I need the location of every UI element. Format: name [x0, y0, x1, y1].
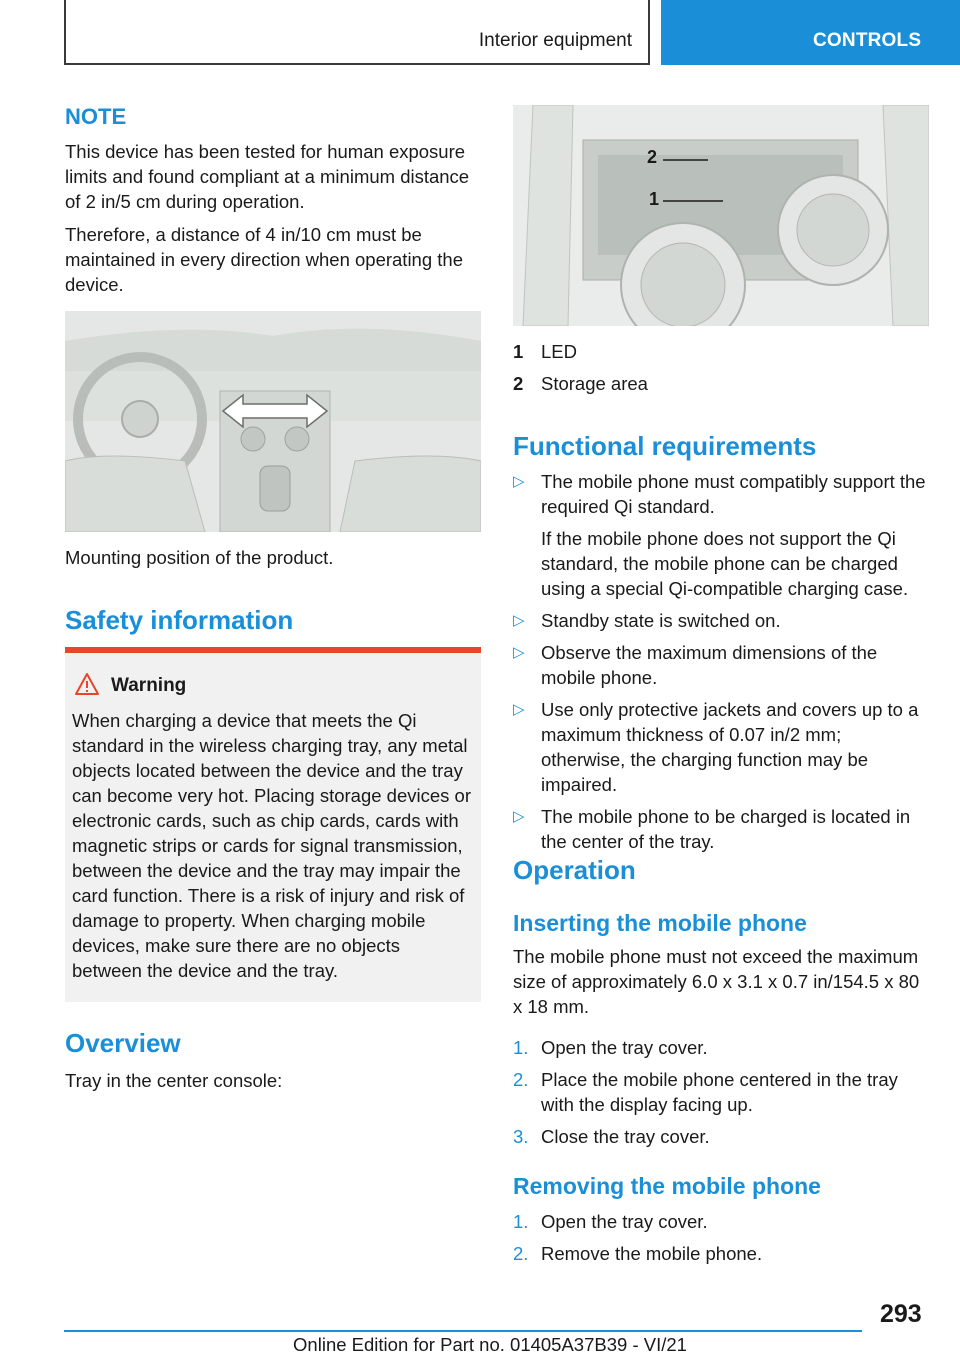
list-item-text: The mobile phone must compatibly support the required Qi standard. [541, 471, 926, 517]
triangle-bullet-icon: ▷ [513, 808, 525, 825]
header-chapter-title: CONTROLS [813, 30, 922, 51]
step-number: 3. [513, 1126, 529, 1147]
list-item [513, 469, 929, 519]
step-number: 2. [513, 1243, 529, 1264]
list-item [513, 640, 929, 690]
legend-number: 1 [513, 341, 524, 362]
dashboard-illustration [65, 311, 481, 532]
tray-illustration [513, 105, 929, 326]
overview-heading: Overview [65, 1028, 181, 1058]
step-item [513, 1067, 929, 1117]
warning-title: Warning [111, 675, 187, 696]
legend-item [513, 339, 929, 364]
step-text: Close the tray cover. [541, 1126, 710, 1147]
step-number: 1. [513, 1037, 529, 1058]
list-item-text: The mobile phone to be charged is located in the center of the tray. [541, 806, 911, 852]
note-title: NOTE [65, 104, 127, 129]
legend-label: LED [541, 341, 577, 362]
callout-2: 2 [647, 147, 658, 167]
warning-text: When charging a device that meets the Qi standard in the wireless charging tray, any metal objects located between the device and the tray can become very hot. Placing storage devices or electronic cards, such as chip cards, cards with magnetic strips or cards for signal transmission, between the device and the tray may impair the card function. There is a risk of injury and risk of damage to property. When charging mobile devices, make sure there are no objects between the device and the tray. [72, 710, 471, 981]
step-text: Place the mobile phone centered in the tray with the display facing up. [541, 1069, 898, 1115]
list-item [513, 697, 929, 797]
triangle-bullet-icon: ▷ [513, 644, 525, 661]
step-item [513, 1124, 929, 1149]
triangle-bullet-icon: ▷ [513, 701, 525, 718]
warning-triangle-icon [74, 672, 100, 696]
operation-heading: Operation [513, 855, 636, 885]
removing-heading: Removing the mobile phone [513, 1173, 821, 1199]
list-item-text: Use only protective jackets and covers up to a maximum thickness of 0.07 in/2 mm; otherwise, the charging function may be impaired. [541, 699, 919, 795]
triangle-bullet-icon: ▷ [513, 612, 525, 629]
tray-drawing [513, 105, 929, 326]
legend-label: Storage area [541, 373, 648, 394]
removing-steps [513, 1209, 929, 1266]
overview-text: Tray in the center console: [65, 1070, 283, 1091]
figure1-caption: Mounting position of the product. [65, 547, 334, 568]
dashboard-drawing [65, 311, 481, 532]
figure2-legend [513, 339, 929, 396]
inserting-text: The mobile phone must not exceed the maximum size of approximately 6.0 x 3.1 x 0.7 in/154.5 x 80 x 18 mm. [513, 946, 920, 1017]
list-item-subtext [513, 526, 929, 601]
functional-heading: Functional requirements [513, 431, 817, 461]
legend-item [513, 371, 929, 396]
list-item [513, 804, 929, 854]
callout-1: 1 [649, 189, 660, 209]
legend-number: 2 [513, 373, 524, 394]
page-number: 293 [880, 1300, 922, 1328]
footer-divider [64, 1330, 862, 1332]
step-number: 1. [513, 1211, 529, 1232]
triangle-bullet-icon: ▷ [513, 473, 525, 490]
list-item-text: Observe the maximum dimensions of the mobile phone. [541, 642, 878, 688]
list-item-text: If the mobile phone does not support the Qi standard, the mobile phone can be charged using a special Qi-compatible charging case. [541, 528, 909, 599]
step-text: Remove the mobile phone. [541, 1243, 763, 1264]
inserting-steps [513, 1035, 929, 1149]
inserting-heading: Inserting the mobile phone [513, 910, 807, 936]
step-text: Open the tray cover. [541, 1211, 708, 1232]
list-item-text: Standby state is switched on. [541, 610, 781, 631]
header-section-box [64, 0, 650, 65]
safety-heading: Safety information [65, 605, 294, 635]
header-chapter-tab [661, 0, 960, 65]
note-paragraph-2: Therefore, a distance of 4 in/10 cm must be maintained in every direction when operating the device. [65, 224, 463, 295]
list-item [513, 608, 929, 633]
step-item [513, 1241, 929, 1266]
step-item [513, 1035, 929, 1060]
footer-edition: Online Edition for Part no. 01405A37B39 - VI/21 [293, 1334, 687, 1355]
step-item [513, 1209, 929, 1234]
step-text: Open the tray cover. [541, 1037, 708, 1058]
functional-list [513, 469, 929, 854]
note-paragraph-1: This device has been tested for human exposure limits and found compliant at a minimum distance of 2 in/5 cm during operation. [65, 141, 470, 212]
header-section-title: Interior equipment [478, 30, 632, 51]
step-number: 2. [513, 1069, 529, 1090]
